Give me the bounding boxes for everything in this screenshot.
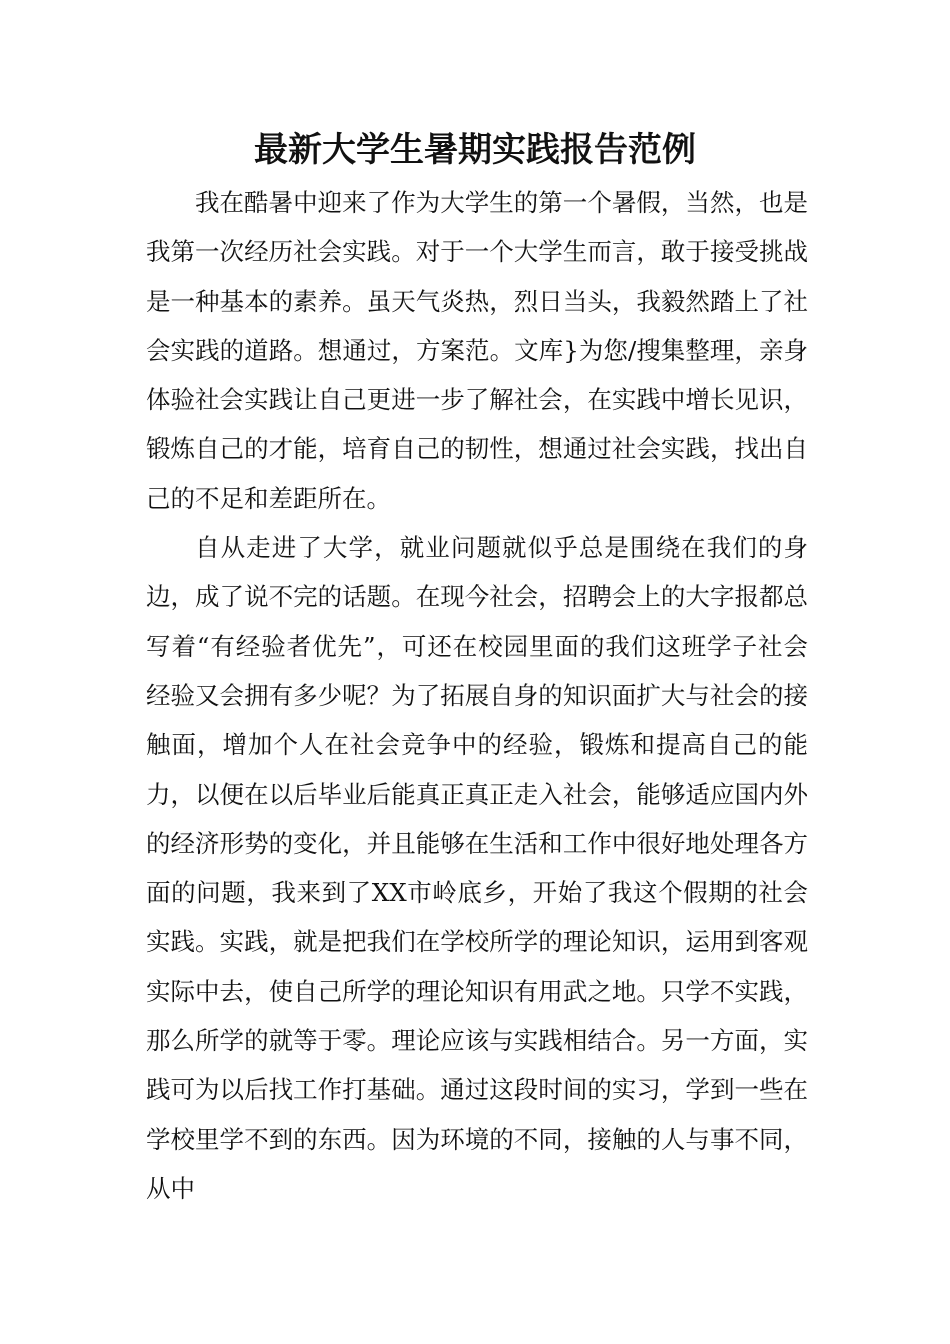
- document-title: 最新大学生暑期实践报告范例: [254, 130, 696, 170]
- paragraph-2: 自从走进了大学，就业问题就似乎总是围绕在我们的身边，成了说不完的话题。在现今社会，招聘会上的大字报都总写着“有经验者优先”，可还在校园里面的我们这班学子社会经验又会拥有多少呢？为了拓展自身的知识面扩大与社会的接触面，增加个人在社会竞争中的经验，锻炼和提高自己的能力，以便在以后毕业后能真正真正走入社会，能够适应国内外的经济形势的变化，并且能够在生活和工作中很好地处理各方面的问题，我来到了XX市岭底乡，开始了我这个假期的社会实践。实践，就是把我们在学校所学的理论知识，运用到客观实际中去，使自己所学的理论知识有用武之地。只学不实践，那么所学的就等于零。理论应该与实践相结合。另一方面，实践可为以后找工作打基础。通过这段时间的实习，学到一些在学校里学不到的东西。因为环境的不同，接触的人与事不同，从中: [146, 533, 808, 1203]
- document-body: [146, 178, 808, 1213]
- paragraph-1: 我在酷暑中迎来了作为大学生的第一个暑假，当然，也是我第一次经历社会实践。对于一个大学生而言，敢于接受挑战是一种基本的素养。虽天气炎热，烈日当头，我毅然踏上了社会实践的道路。想通过，方案范。文库}为您/搜集整理，亲身体验社会实践让自己更进一步了解社会，在实践中增长见识，锻炼自己的才能，培育自己的韧性，想通过社会实践，找出自己的不足和差距所在。: [146, 188, 808, 513]
